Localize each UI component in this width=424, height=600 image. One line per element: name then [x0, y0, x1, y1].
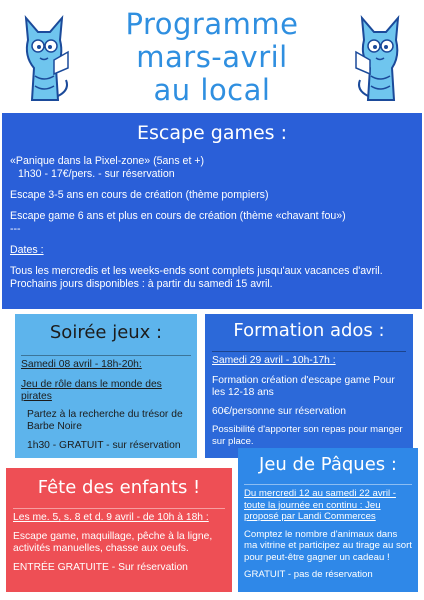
escape-dates-label: Dates : [10, 244, 44, 256]
fete-enfants-panel [6, 468, 232, 592]
title-line-1: Programme [125, 7, 299, 41]
jeu-paques-panel [238, 448, 418, 592]
soiree-description: Partez à la recherche du trésor de Barbe Noire [27, 408, 183, 432]
ados-price: 60€/personne sur réservation [212, 405, 346, 417]
escape-item-1: «Panique dans la Pixel-zone» (5ans et +) [10, 155, 205, 167]
formation-ados-panel [205, 314, 413, 458]
formation-ados-heading: Formation ados : [233, 320, 385, 341]
soiree-activity: Jeu de rôle dans le monde des pirates [21, 378, 162, 402]
escape-dates-line-2: Prochains jours disponibles : à partir du samedi 15 avril. [10, 278, 273, 290]
fete-enfants-heading: Fête des enfants ! [37, 477, 201, 498]
jeu-paques-heading: Jeu de Pâques : [259, 454, 397, 475]
escape-item-3: Escape game 6 ans et plus en cours de création (thème «chavant fou») [10, 210, 346, 222]
title-line-3: au local [153, 73, 271, 107]
ados-note: Possibilité d'apporter son repas pour manger sur place. [212, 424, 403, 447]
escape-games-panel [2, 113, 422, 309]
fete-price: ENTRÉE GRATUITE - Sur réservation [13, 561, 188, 573]
soiree-jeux-heading: Soirée jeux : [49, 322, 163, 343]
ados-description: Formation création d'escape game Pour les 12-18 ans [212, 374, 395, 398]
soiree-price: 1h30 - GRATUIT - sur réservation [27, 439, 181, 451]
soiree-date: Samedi 08 avril - 18h-20h: [21, 359, 142, 370]
cat-reading-icon-left [18, 10, 70, 108]
escape-separator: --- [10, 223, 21, 235]
fete-dates: Les me. 5, s. 8 et d. 9 avril - de 10h à 18h : [13, 512, 209, 523]
escape-item-1-details: 1h30 - 17€/pers. - sur réservation [18, 168, 175, 180]
paques-description: Comptez le nombre d'animaux dans ma vitrine et participez au tirage au sort pour peut-être gagner un cadeau ! [244, 528, 412, 563]
paques-price: GRATUIT - pas de réservation [244, 569, 373, 580]
title-line-2: mars-avril [136, 40, 288, 74]
soiree-jeux-panel [15, 314, 197, 458]
paques-dates: Du mercredi 12 au samedi 22 avril - toute la journée en continu : Jeu proposé par Landi Commerces [244, 488, 396, 522]
escape-item-2: Escape 3-5 ans en cours de création (thème pompiers) [10, 189, 269, 201]
cat-reading-icon-right [354, 10, 406, 108]
escape-dates-line-1: Tous les mercredis et les weeks-ends sont complets jusqu'aux vacances d'avril. [10, 265, 383, 277]
ados-date: Samedi 29 avril - 10h-17h : [212, 355, 336, 366]
fete-activities: Escape game, maquillage, pêche à la ligne, activités manuelles, chasse aux oeufs. [13, 530, 213, 554]
escape-games-heading: Escape games : [136, 122, 288, 144]
